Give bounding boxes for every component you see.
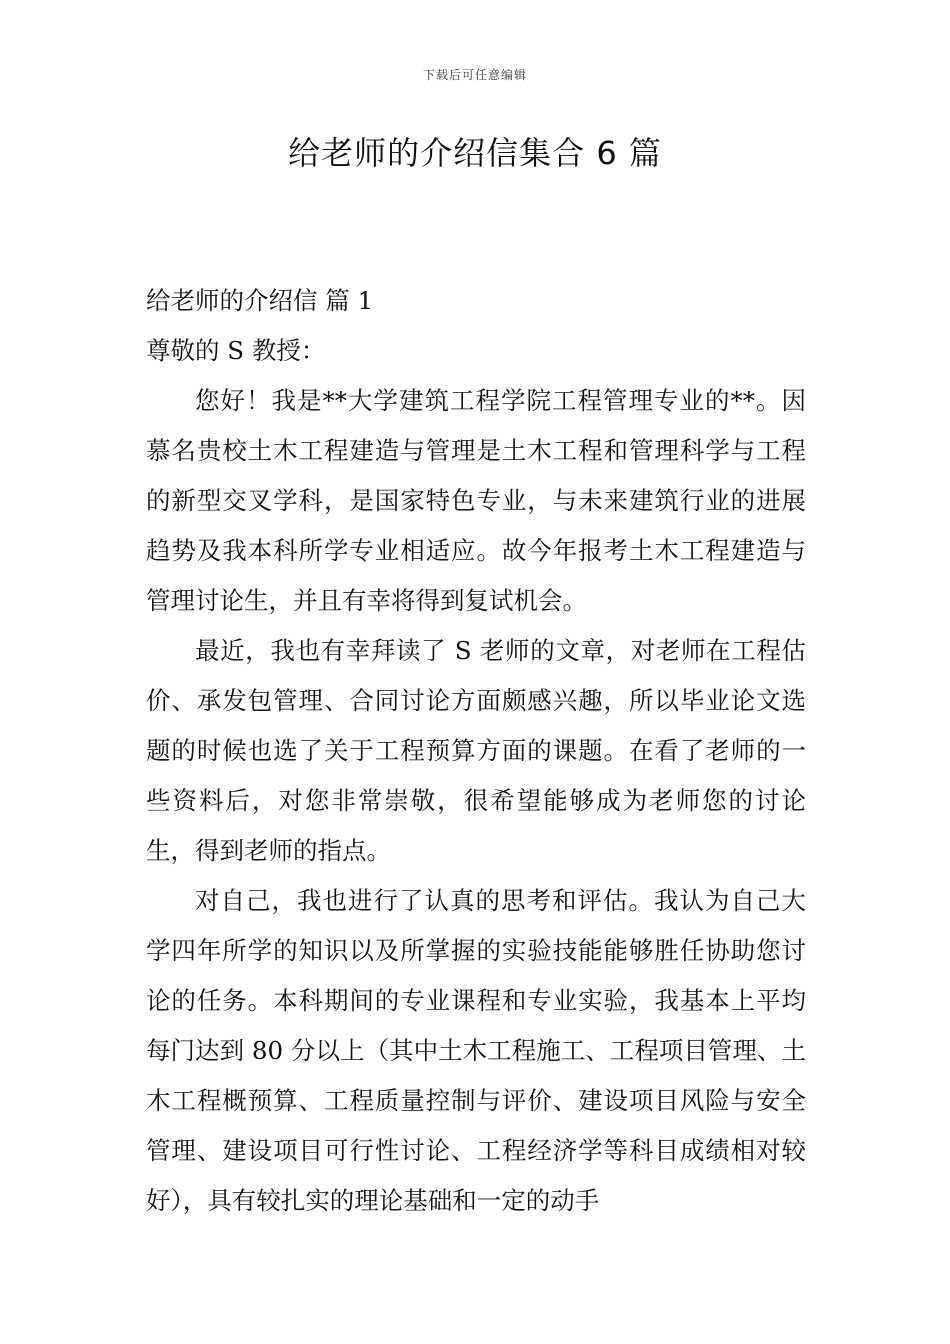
body-paragraph-2: 最近，我也有幸拜读了 S 老师的文章，对老师在工程估价、承发包管理、合同讨论方面颇感兴趣，所以毕业论文选题的时候也选了关于工程预算方面的课题。在看了老师的一些资料后，对您非常崇敬，很希望能够成为老师您的讨论生，得到老师的指点。 — [146, 636, 806, 865]
document-body — [146, 276, 806, 1226]
salutation: 尊敬的 S 教授： — [146, 336, 326, 365]
header-note: 下载后可任意编辑 — [422, 68, 527, 82]
section-heading: 给老师的介绍信 篇 1 — [146, 286, 374, 315]
document-title: 给老师的介绍信集合 6 篇 — [288, 134, 662, 172]
body-paragraph-3: 对自己，我也进行了认真的思考和评估。我认为自己大学四年所学的知识以及所掌握的实验技能能够胜任协助您讨论的任务。本科期间的专业课程和专业实验，我基本上平均每门达到 80 分以上（其中土木工程施工、工程项目管理、土木工程概预算、工程质量控制与评价、建设项目风险与安全管理、建设项目可行性讨论、工程经济学等科目成绩相对较好），具有较扎实的理论基础和一定的动手 — [146, 886, 806, 1215]
body-paragraph-1: 您好！我是**大学建筑工程学院工程管理专业的**。因慕名贵校土木工程建造与管理是土木工程和管理科学与工程的新型交叉学科，是国家特色专业，与未来建筑行业的进展趋势及我本科所学专业相适应。故今年报考土木工程建造与管理讨论生，并且有幸将得到复试机会。 — [146, 386, 806, 615]
